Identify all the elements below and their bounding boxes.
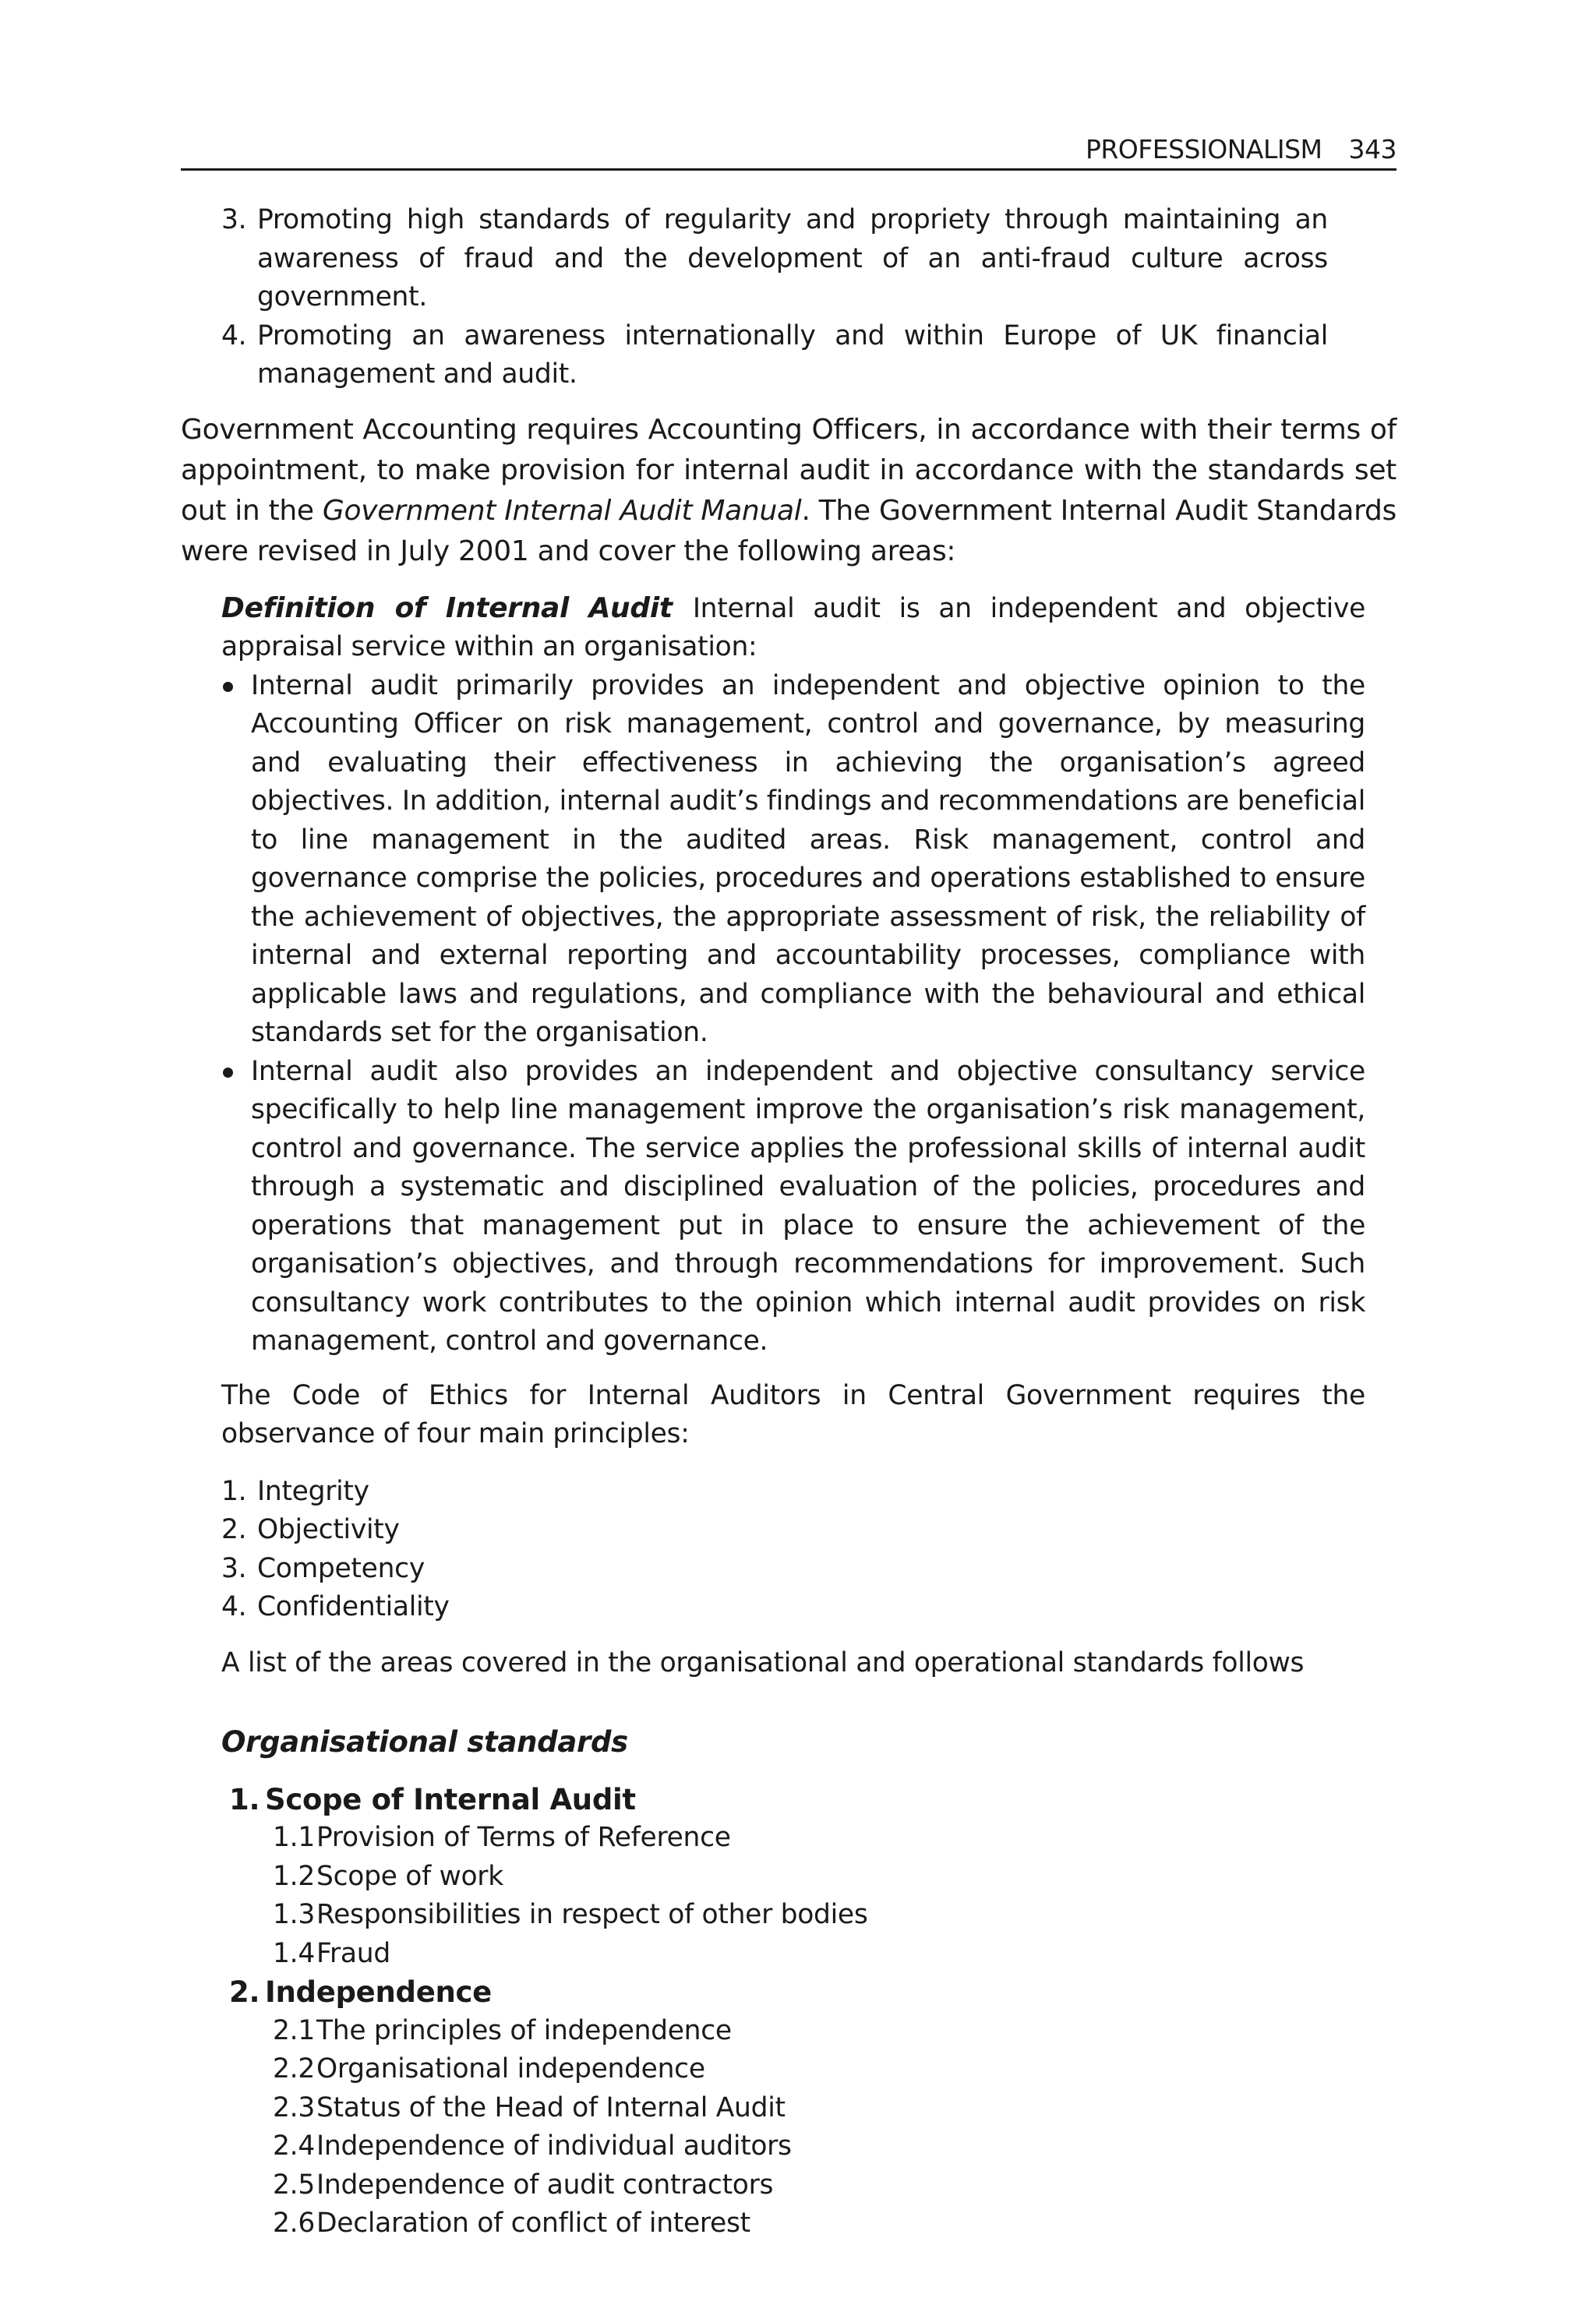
substandard-number: 2.5 [273,2169,315,2201]
substandard-item [273,1858,1365,1897]
principle-number: 3. [221,1552,247,1584]
substandard-item [273,2204,1365,2243]
bullet-icon [221,1053,251,1361]
substandard-text: Independence of audit contractors [316,2169,774,2201]
standard-item [229,1781,1365,1974]
list-item-text: Promoting high standards of regularity and propriety through maintaining an awareness of fraud and the development of an anti-fraud culture across government. [257,204,1328,312]
substandard-number: 2.3 [273,2091,315,2123]
substandard-number: 2.2 [273,2053,315,2084]
substandard-number: 1.1 [273,1822,315,1853]
intro-text-end: . The Government Internal Audit Standards were revised in July 2001 and cover the following areas: [181,494,1396,567]
standards-list [221,1781,1365,2243]
running-head [181,121,1396,164]
definition-intro-text: Internal audit is an independent and objective appraisal service within an organisation: [221,592,1365,662]
substandard-item [273,2166,1365,2205]
intro-text-start: Government Accounting requires Accounting Officers, in accordance with their terms of appointment, to make provision for internal audit in accordance with the standards set out in the [181,413,1396,527]
substandard-number: 2.1 [273,2014,315,2046]
substandard-list [229,2012,1365,2243]
standard-number: 2. [229,1975,260,2009]
standard-title-text: Scope of Internal Audit [265,1782,636,1816]
header-rule [181,168,1396,171]
substandard-item [273,2127,1365,2166]
substandard-item [273,1896,1365,1935]
definition-intro [221,589,1365,667]
bullet-item [221,1053,1365,1361]
bullet-text: Internal audit primarily provides an independent and objective opinion to the Accounting Officer on risk management, control and governance, by measuring and evaluating their effectiveness in achieving the organisation’s agreed objectives. In addition, internal audit’s findings and recommendations are beneficial to line management in the audited areas. Risk management, control and governance comprise the policies, procedures and operations established to ensure the achievement of objectives, the appropriate assessment of risk, the reliability of internal and external reporting and accountability processes, compliance with applicable laws and regulations, and compliance with the behavioural and ethical standards set for the organisation. [251,669,1365,1048]
follows-paragraph: A list of the areas covered in the organisational and operational standards follows [221,1647,1305,1678]
body-text [181,201,1396,2243]
definition-block [221,589,1365,2243]
substandard-text: Provision of Terms of Reference [316,1822,731,1853]
principle-item [221,1550,1365,1589]
substandard-item [273,2012,1365,2051]
principle-item [221,1473,1365,1512]
principle-text: Competency [257,1552,425,1584]
principle-number: 1. [221,1475,247,1507]
standard-title [229,1973,1365,2012]
principle-number: 4. [221,1591,247,1622]
standard-number: 1. [229,1782,260,1816]
standard-title-text: Independence [265,1975,492,2009]
list-item-number: 3. [221,204,247,235]
list-item-number: 4. [221,319,247,351]
page-number: 343 [1348,134,1396,164]
list-item-text: Promoting an awareness internationally and within Europe of UK financial management and audit. [257,319,1328,390]
running-head-title: PROFESSIONALISM [1085,134,1322,164]
principle-text: Confidentiality [257,1591,450,1622]
principle-text: Integrity [257,1475,369,1507]
substandard-list [229,1819,1365,1973]
principles-list [221,1473,1365,1627]
principle-item [221,1511,1365,1550]
bullet-icon [221,667,251,1053]
substandard-number: 2.4 [273,2130,315,2162]
substandard-text: Declaration of conflict of interest [316,2208,750,2239]
principle-number: 2. [221,1514,247,1545]
substandard-text: Fraud [316,1937,390,1969]
substandard-number: 1.2 [273,1860,315,1892]
substandard-number: 1.3 [273,1899,315,1930]
book-page [181,0,1396,2319]
list-item [221,201,1328,317]
bullet-text: Internal audit also provides an independent and objective consultancy service specifically to help line management improve the organisation’s risk management, control and governance. The service applies the professional skills of internal audit through a systematic and disciplined evaluation of the policies, procedures and operations that management put in place to ensure the achievement of the organisation’s objectives, and through recommendations for improvement. Such consultancy work contributes to the opinion which internal audit provides on risk management, control and governance. [251,1055,1365,1357]
substandard-item [273,2089,1365,2128]
list-item [221,317,1328,394]
substandard-text: Status of the Head of Internal Audit [316,2091,786,2123]
bullet-item [221,667,1365,1053]
substandard-text: Organisational independence [316,2053,705,2084]
substandard-item [273,1935,1365,1974]
section-heading: Organisational standards [221,1725,628,1759]
definition-bullets [221,667,1365,1361]
intro-paragraph [181,410,1396,572]
substandard-text: Scope of work [316,1860,503,1892]
substandard-item [273,2050,1365,2089]
principle-text: Objectivity [257,1514,400,1545]
substandard-text: The principles of independence [316,2014,732,2046]
principle-item [221,1588,1365,1627]
substandard-number: 1.4 [273,1937,315,1969]
numbered-list-continued [221,201,1328,394]
manual-title-italic: Government Internal Audit Manual [322,494,802,527]
standard-item [229,1973,1365,2243]
substandard-item [273,1819,1365,1858]
substandard-text: Responsibilities in respect of other bodies [316,1899,868,1930]
substandard-text: Independence of individual auditors [316,2130,792,2162]
standard-title [229,1781,1365,1820]
definition-heading: Definition of Internal Audit [221,591,673,624]
ethics-paragraph: The Code of Ethics for Internal Auditors in Central Government requires the observance of four main principles: [221,1379,1365,1449]
substandard-number: 2.6 [273,2208,315,2239]
